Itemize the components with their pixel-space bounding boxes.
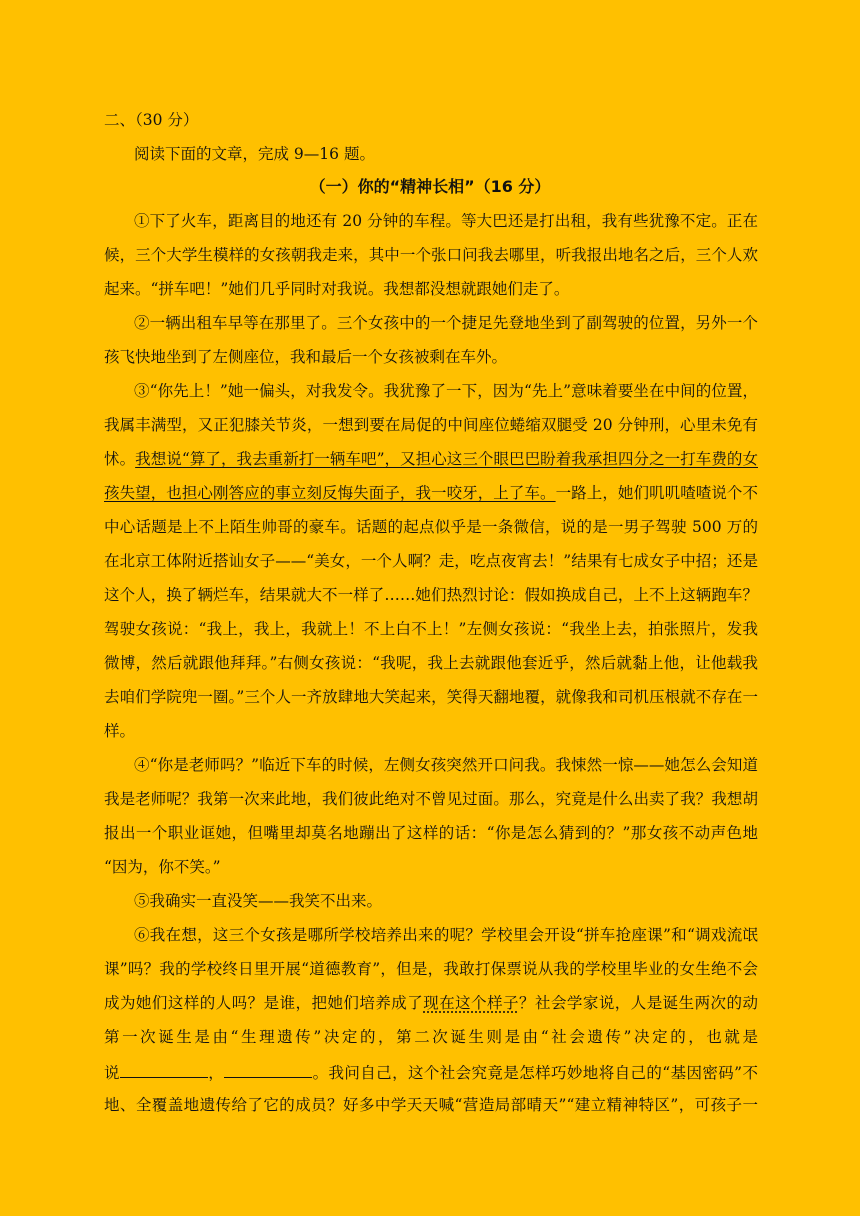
paragraph-3-line: 样。 [104, 722, 136, 740]
text-segment: 说 [104, 1064, 120, 1081]
paragraph-1-line: 起来。“拼车吧！”她们几乎同时对我说。我想都没想就跟她们走了。 [104, 280, 570, 298]
dotted-emphasis: 现在这个样子 [423, 994, 520, 1012]
text-segment: ， [207, 1064, 225, 1081]
paragraph-6-line: 地、全覆盖地遗传给了它的成员？好多中学天天喊“营造局部晴天”“建立精神特区”，可孩子一 [104, 1096, 758, 1114]
paragraph-3-line [104, 483, 758, 503]
paragraph-6-line: ⑥我在想，这三个女孩是哪所学校培养出来的呢？学校里会开设“拼车抢座课”和“调戏流氓 [134, 926, 758, 944]
paragraph-3-line: 微博，然后就跟他拜拜。”右侧女孩说：“我呢，我上去就跟他套近乎，然后就黏上他，让他载我 [104, 654, 758, 672]
paragraph-3-line: 中心话题是上不上陌生帅哥的豪车。话题的起点似乎是一条微信，说的是一男子驾驶 500 万的 [104, 518, 758, 536]
text-segment: 。我问自己，这个社会究竟是怎样巧妙地将自己的“基因密码”不 [312, 1064, 758, 1081]
paragraph-4-line: 报出一个职业诓她，但嘴里却莫名地蹦出了这样的话：“你是怎么猜到的？”那女孩不动声色地 [104, 824, 758, 842]
paragraph-6-line: 课”吗？我的学校终日里开展“道德教育”，但是，我敢打保票说从我的学校里毕业的女生绝不会 [104, 960, 758, 978]
paragraph-6-line: 第一次诞生是由“生理遗传”决定的，第二次诞生则是由“社会遗传”决定的，也就是 [104, 1028, 758, 1046]
section-heading: 二、（30 分） [104, 111, 199, 129]
text-segment: 一路上，她们叽叽喳喳说个不 [555, 484, 758, 502]
text-segment: 成为她们这样的人吗？是谁，把她们培养成了 [104, 994, 424, 1012]
answer-blank-1[interactable] [120, 1061, 208, 1078]
paragraph-3-line: 我属丰满型，又正犯膝关节炎，一想到要在局促的中间座位蜷缩双腿受 20 分钟刑，心里未免有 [104, 416, 758, 434]
paragraph-1-line: ①下了火车，距离目的地还有 20 分钟的车程。等大巴还是打出租，我有些犹豫不定。正在 [134, 212, 758, 230]
text-segment: 怵。 [104, 450, 136, 468]
article-title: （一）你的“精神长相”（16 分） [309, 177, 551, 196]
answer-blank-2[interactable] [224, 1061, 312, 1078]
paragraph-4-line: ④“你是老师吗？”临近下车的时候，左侧女孩突然开口问我。我悚然一惊——她怎么会知道 [134, 756, 758, 774]
paragraph-1-line: 候，三个大学生模样的女孩朝我走来，其中一个张口问我去哪里，听我报出地名之后，三个人欢 [104, 246, 758, 264]
paragraph-3-line: 这个人，换了辆烂车，结果就大不一样了……她们热烈讨论：假如换成自己，上不上这辆跑车？ [104, 586, 758, 604]
paragraph-4-line: “因为，你不笑。” [104, 858, 221, 876]
paragraph-6-line [104, 1061, 758, 1081]
paragraph-2-line: 孩飞快地坐到了左侧座位，我和最后一个女孩被剩在车外。 [104, 348, 508, 366]
text-segment: ？社会学家说，人是诞生两次的动 [519, 994, 758, 1012]
paragraph-3-line: ③“你先上！”她一偏头，对我发令。我犹豫了一下，因为“先上”意味着要坐在中间的位置， [134, 382, 758, 400]
paragraph-3-line: 去咱们学院兜一圈。”三个人一齐放肆地大笑起来，笑得天翻地覆，就像我和司机压根就不存在一 [104, 688, 758, 706]
paragraph-3-line [104, 449, 758, 469]
paragraph-4-line: 我是老师呢？我第一次来此地，我们彼此绝对不曾见过面。那么，究竟是什么出卖了我？我想胡 [104, 790, 758, 808]
paragraph-5-line: ⑤我确实一直没笑——我笑不出来。 [134, 892, 383, 910]
paragraph-6-line [104, 993, 758, 1013]
paragraph-2-line: ②一辆出租车早等在那里了。三个女孩中的一个捷足先登地坐到了副驾驶的位置，另外一个 [134, 314, 758, 332]
paragraph-3-line: 驾驶女孩说：“我上，我上，我就上！不上白不上！”左侧女孩说：“我坐上去，拍张照片，发我 [104, 620, 758, 638]
paragraph-3-line: 在北京工体附近搭讪女子——“美女，一个人啊？走，吃点夜宵去！”结果有七成女子中招；还是 [104, 552, 758, 570]
underlined-sentence: 孩失望，也担心刚答应的事立刻反悔失面子，我一咬牙，上了车。 [104, 484, 556, 502]
instruction-text: 阅读下面的文章，完成 9—16 题。 [134, 145, 375, 163]
underlined-sentence: 我想说“算了，我去重新打一辆车吧”，又担心这三个眼巴巴盼着我承担四分之一打车费的女 [135, 450, 758, 468]
